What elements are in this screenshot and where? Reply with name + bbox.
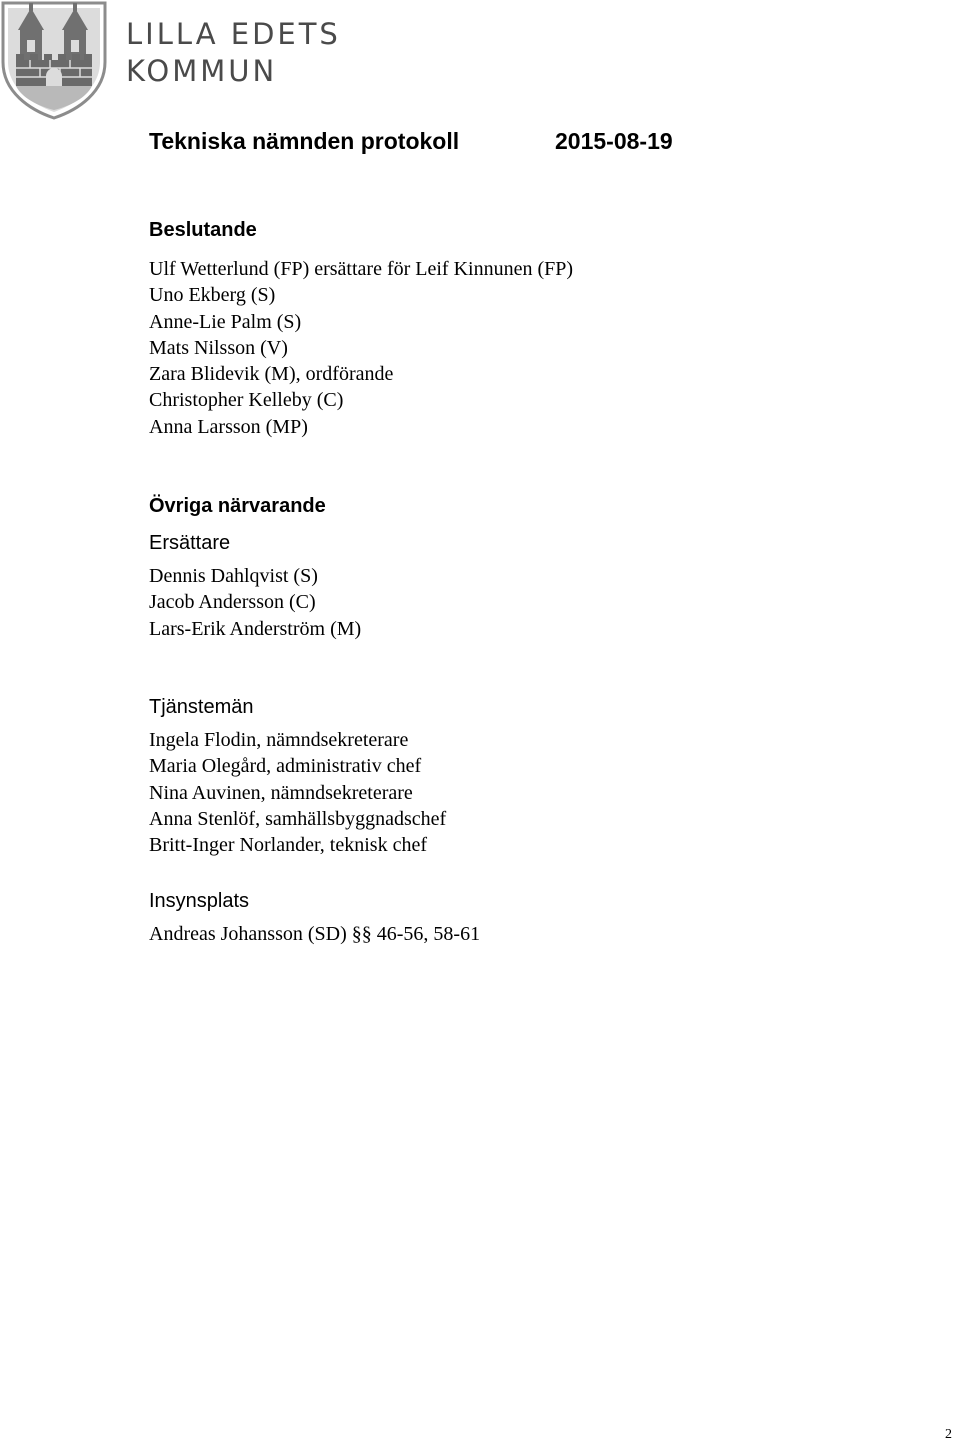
ovriga-heading: Övriga närvarande <box>149 495 326 517</box>
list-item: Maria Olegård, administrativ chef <box>149 755 422 778</box>
list-item: Jacob Andersson (C) <box>149 591 316 614</box>
list-item: Anna Stenlöf, samhällsbyggnadschef <box>149 807 447 830</box>
list-item: Uno Ekberg (S) <box>149 284 276 307</box>
list-item: Nina Auvinen, nämndsekreterare <box>149 781 413 804</box>
tjanstemann-list <box>149 727 446 858</box>
document-title: Tekniska nämnden protokoll <box>149 128 460 154</box>
ersattare-list <box>149 563 361 642</box>
list-item: Britt-Inger Norlander, teknisk chef <box>149 834 427 857</box>
list-item: Christopher Kelleby (C) <box>149 389 344 412</box>
beslutande-list <box>149 256 573 440</box>
page-number: 2 <box>945 1427 952 1442</box>
logo-text-line1: LILLA EDETS <box>126 17 341 51</box>
municipality-logo <box>0 0 341 120</box>
list-item: Zara Blidevik (M), ordförande <box>149 363 394 386</box>
list-item: Dennis Dahlqvist (S) <box>149 565 318 587</box>
document-date: 2015-08-19 <box>555 128 673 154</box>
list-item: Lars-Erik Anderström (M) <box>149 617 362 640</box>
ersattare-heading: Ersättare <box>149 532 231 554</box>
beslutande-heading: Beslutande <box>149 219 257 241</box>
list-item: Mats Nilsson (V) <box>149 336 288 359</box>
list-item: Anne-Lie Palm (S) <box>149 310 302 333</box>
insynsplats-heading: Insynsplats <box>149 890 250 912</box>
coat-of-arms-icon <box>0 0 110 120</box>
list-item: Andreas Johansson (SD) §§ 46-56, 58-61 <box>149 923 481 945</box>
list-item: Anna Larsson (MP) <box>149 415 308 438</box>
list-item: Ulf Wetterlund (FP) ersättare för Leif Kinnunen (FP) <box>149 258 574 280</box>
tjanstemann-heading: Tjänstemän <box>149 696 254 718</box>
logo-text-line2: KOMMUN <box>126 54 278 88</box>
list-item: Ingela Flodin, nämndsekreterare <box>149 729 409 751</box>
insynsplats-list <box>149 921 480 947</box>
